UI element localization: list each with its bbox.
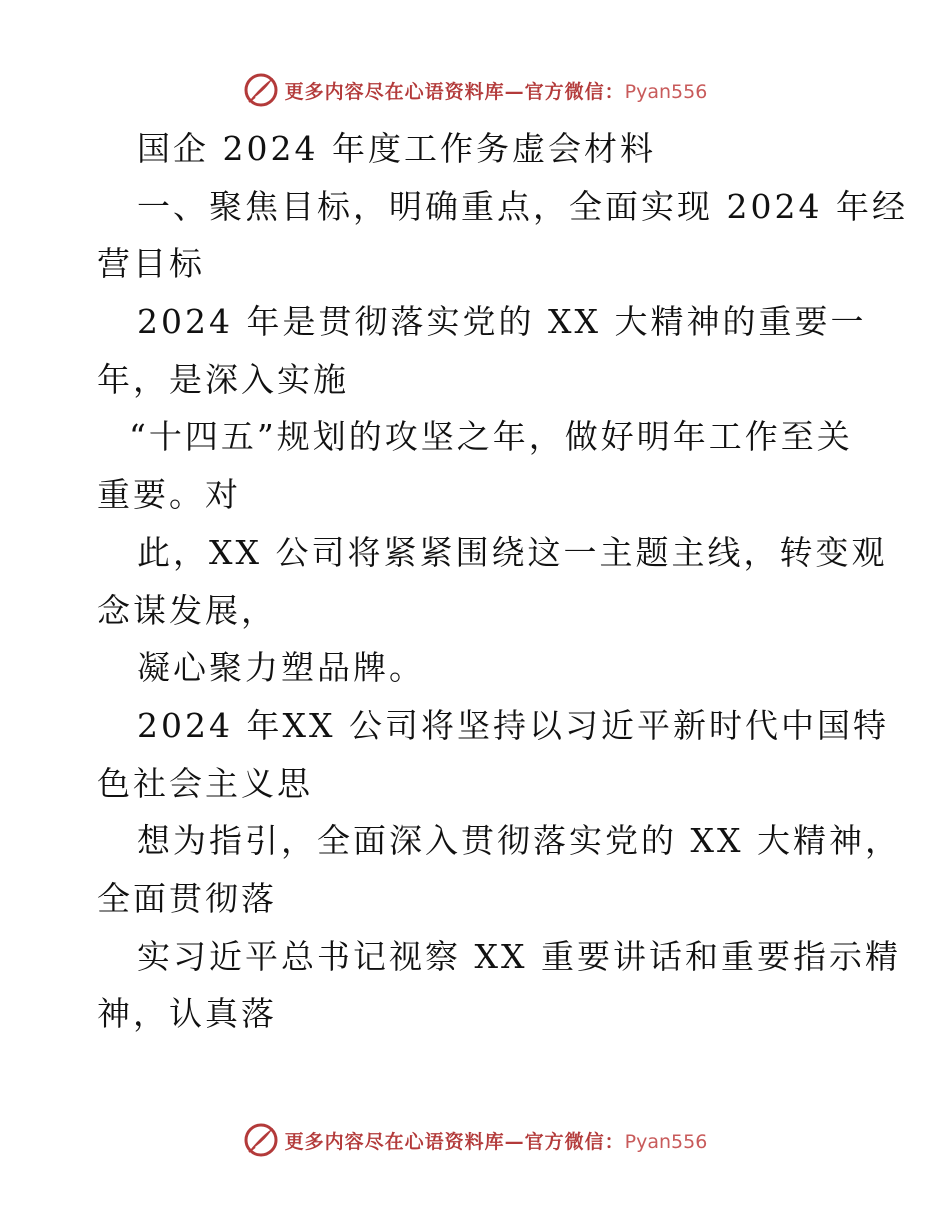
doc-line: 凝心聚力塑品牌。	[137, 648, 425, 688]
doc-line: 营目标	[97, 244, 205, 284]
doc-line: 一、聚焦目标，明确重点，全面实现 2024 年经	[137, 186, 908, 226]
doc-line: 色社会主义思	[97, 763, 313, 803]
footer-watermark-banner	[0, 1120, 950, 1160]
wechat-id: Pyan556	[624, 80, 708, 103]
wechat-id: Pyan556	[624, 1130, 708, 1153]
doc-line: 神，认真落	[97, 994, 277, 1034]
doc-line: 年，是深入实施	[97, 359, 349, 399]
doc-line: 想为指引，全面深入贯彻落实党的 XX 大精神，	[137, 821, 901, 861]
header-banner-text: 更多内容尽在心语资料库—官方微信：Pyan556	[284, 80, 708, 103]
doc-title: 国企 2024 年度工作务虚会材料	[137, 129, 656, 168]
doc-line: 此，XX 公司将紧紧围绕这一主题主线，转变观	[137, 532, 888, 572]
doc-line: 念谋发展，	[97, 590, 277, 630]
red-quill-logo-icon	[243, 1122, 279, 1158]
doc-line: 全面贯彻落	[97, 878, 277, 918]
doc-line: 2024 年XX 公司将坚持以习近平新时代中国特	[137, 705, 889, 745]
doc-line: “十四五”规划的攻坚之年，做好明年工作至关	[129, 417, 853, 457]
red-quill-logo-icon	[243, 72, 279, 108]
footer-banner-text: 更多内容尽在心语资料库—官方微信：Pyan556	[284, 1130, 708, 1153]
doc-line: 重要。对	[97, 475, 241, 515]
doc-line: 2024 年是贯彻落实党的 XX 大精神的重要一	[137, 302, 867, 342]
doc-line: 实习近平总书记视察 XX 重要讲话和重要指示精	[137, 936, 901, 976]
document-body	[97, 120, 908, 1043]
header-watermark-banner	[0, 70, 950, 110]
